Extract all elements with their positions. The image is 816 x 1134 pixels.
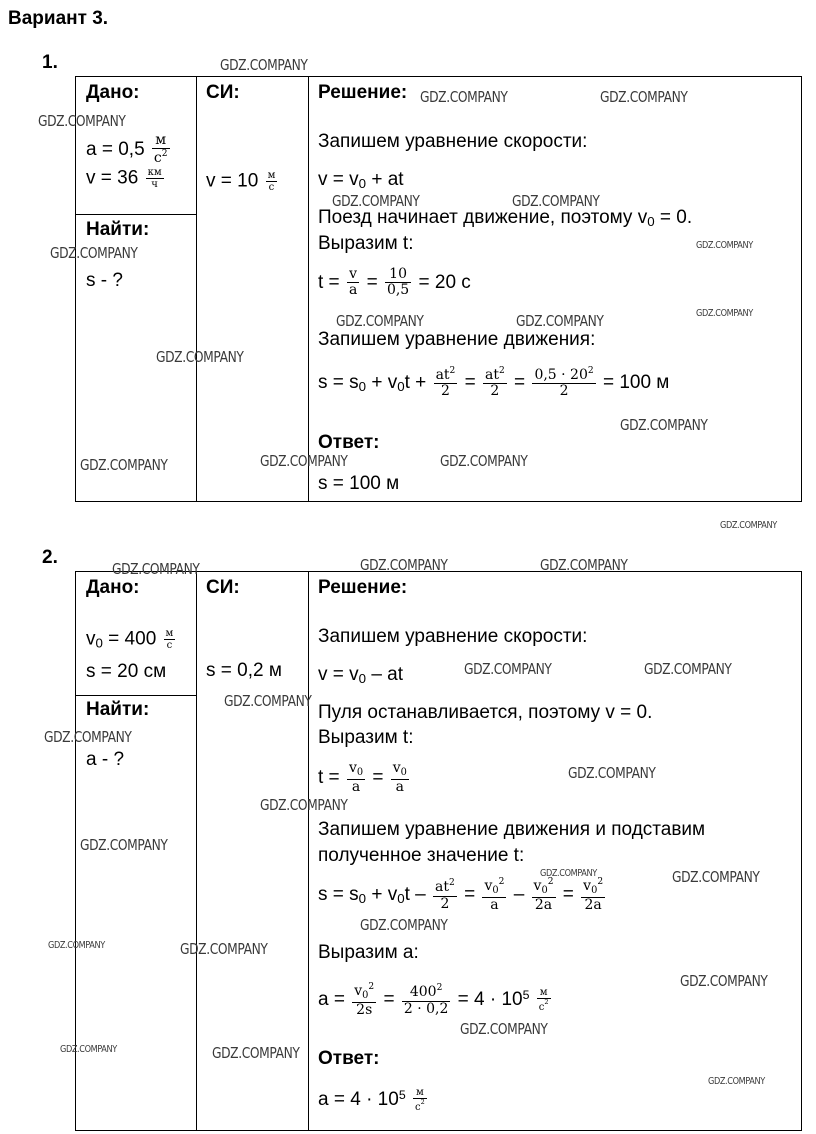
watermark: GDZ.COMPANY (696, 308, 753, 319)
a-equation: a = $\frac{v_0^2}{2s}$ = $\frac{400^2}{2 \cdot 0,2}$ = $4 \cdot 10^5$ $\frac{м}{с^2}$ (318, 982, 549, 1018)
watermark: GDZ.COMPANY (112, 560, 200, 578)
given-v: v = 36 $\frac{км}{ч}$ (86, 167, 162, 190)
solution-header: Решение: (318, 82, 408, 103)
given-a: a = 0,5 $\frac{м}{с^2}$ (86, 132, 168, 167)
t-equation: t = $\frac{v_0}{a}$ = $\frac{v_0}{a}$ (318, 760, 407, 795)
watermark: GDZ.COMPANY (720, 520, 777, 531)
solution-line: Выразим a: (318, 942, 419, 963)
solution-line: Поезд начинает движение, поэтому $v_0 = 0$. (318, 207, 693, 229)
watermark: GDZ.COMPANY (44, 728, 132, 746)
page-title: Вариант 3. (8, 8, 109, 29)
si-s: s = 0,2 м (206, 660, 282, 681)
watermark: GDZ.COMPANY (332, 192, 420, 210)
solution-line: Пуля останавливается, поэтому v = 0. (318, 702, 653, 723)
watermark: GDZ.COMPANY (672, 868, 760, 886)
watermark: GDZ.COMPANY (516, 312, 604, 330)
watermark: GDZ.COMPANY (38, 112, 126, 130)
find-value: a - ? (86, 749, 125, 770)
problem-1-table (75, 76, 802, 502)
watermark: GDZ.COMPANY (568, 764, 656, 782)
watermark: GDZ.COMPANY (260, 796, 348, 814)
watermark: GDZ.COMPANY (696, 240, 753, 251)
solution-line: $v = v_0$ + at (318, 169, 404, 191)
watermark: GDZ.COMPANY (224, 692, 312, 710)
given-header: Дано: (86, 82, 140, 103)
watermark: GDZ.COMPANY (80, 456, 168, 474)
divider (308, 77, 309, 501)
divider (76, 214, 197, 215)
divider (308, 572, 309, 1130)
solution-line: $v = v_0$ – at (318, 664, 404, 686)
solution-line: Выразим t: (318, 233, 414, 254)
answer-value: $a = 4 \cdot 10^5$ $\frac{м}{с^2}$ (318, 1087, 425, 1113)
watermark: GDZ.COMPANY (360, 556, 448, 574)
find-value: s - ? (86, 270, 123, 291)
watermark: GDZ.COMPANY (220, 56, 308, 74)
solution-line: полученное значение t: (318, 845, 525, 866)
si-v: v = 10 $\frac{м}{с}$ (206, 170, 276, 193)
find-header: Найти: (86, 219, 150, 240)
solution-line: Выразим t: (318, 727, 414, 748)
divider (196, 77, 197, 501)
s-equation: $s = s_0 + v_0t$ – $\frac{at^2}{2}$ = $\frac{v_0^2}{a}$ – $\frac{v_0^2}{2a}$ = $\frac{v_0^2}{2a}$ (318, 877, 604, 913)
solution-header: Решение: (318, 577, 408, 598)
watermark: GDZ.COMPANY (260, 452, 348, 470)
problem-2-number: 2. (42, 547, 58, 568)
watermark: GDZ.COMPANY (708, 1076, 765, 1087)
si-header: СИ: (206, 82, 240, 103)
s-equation: $s = s_0 + v_0t$ + $\frac{at^2}{2}$ = $\frac{at^2}{2}$ = $\frac{0,5 \cdot 20^2}{2}$ = 100 м (318, 366, 670, 400)
watermark: GDZ.COMPANY (180, 940, 268, 958)
watermark: GDZ.COMPANY (360, 916, 448, 934)
watermark: GDZ.COMPANY (512, 192, 600, 210)
watermark: GDZ.COMPANY (680, 972, 768, 990)
t-equation: t = $\frac{v}{a}$ = $\frac{10}{0,5}$ = 20 с (318, 266, 471, 299)
answer-header: Ответ: (318, 1048, 380, 1069)
divider (76, 695, 197, 696)
solution-line: Запишем уравнение скорости: (318, 626, 588, 647)
problem-1-number: 1. (42, 52, 58, 73)
given-header: Дано: (86, 577, 140, 598)
si-header: СИ: (206, 577, 240, 598)
watermark: GDZ.COMPANY (464, 660, 552, 678)
watermark: GDZ.COMPANY (60, 1044, 117, 1055)
solution-line: Запишем уравнение движения: (318, 329, 596, 350)
solution-line: Запишем уравнение скорости: (318, 131, 588, 152)
watermark: GDZ.COMPANY (540, 868, 597, 879)
watermark: GDZ.COMPANY (460, 1020, 548, 1038)
watermark: GDZ.COMPANY (540, 556, 628, 574)
watermark: GDZ.COMPANY (212, 1044, 300, 1062)
divider (196, 572, 197, 1130)
given-s: s = 20 см (86, 661, 167, 682)
watermark: GDZ.COMPANY (620, 416, 708, 434)
watermark: GDZ.COMPANY (336, 312, 424, 330)
watermark: GDZ.COMPANY (600, 88, 688, 106)
answer-header: Ответ: (318, 432, 380, 453)
watermark: GDZ.COMPANY (48, 940, 105, 951)
watermark: GDZ.COMPANY (644, 660, 732, 678)
watermark: GDZ.COMPANY (420, 88, 508, 106)
watermark: GDZ.COMPANY (156, 348, 244, 366)
answer-value: s = 100 м (318, 473, 400, 494)
watermark: GDZ.COMPANY (440, 452, 528, 470)
watermark: GDZ.COMPANY (80, 836, 168, 854)
given-v0: $v_0 = 400$ $\frac{м}{с}$ (86, 628, 174, 651)
watermark: GDZ.COMPANY (50, 244, 138, 262)
find-header: Найти: (86, 699, 150, 720)
problem-2-table (75, 571, 802, 1131)
solution-line: Запишем уравнение движения и подставим (318, 819, 706, 840)
